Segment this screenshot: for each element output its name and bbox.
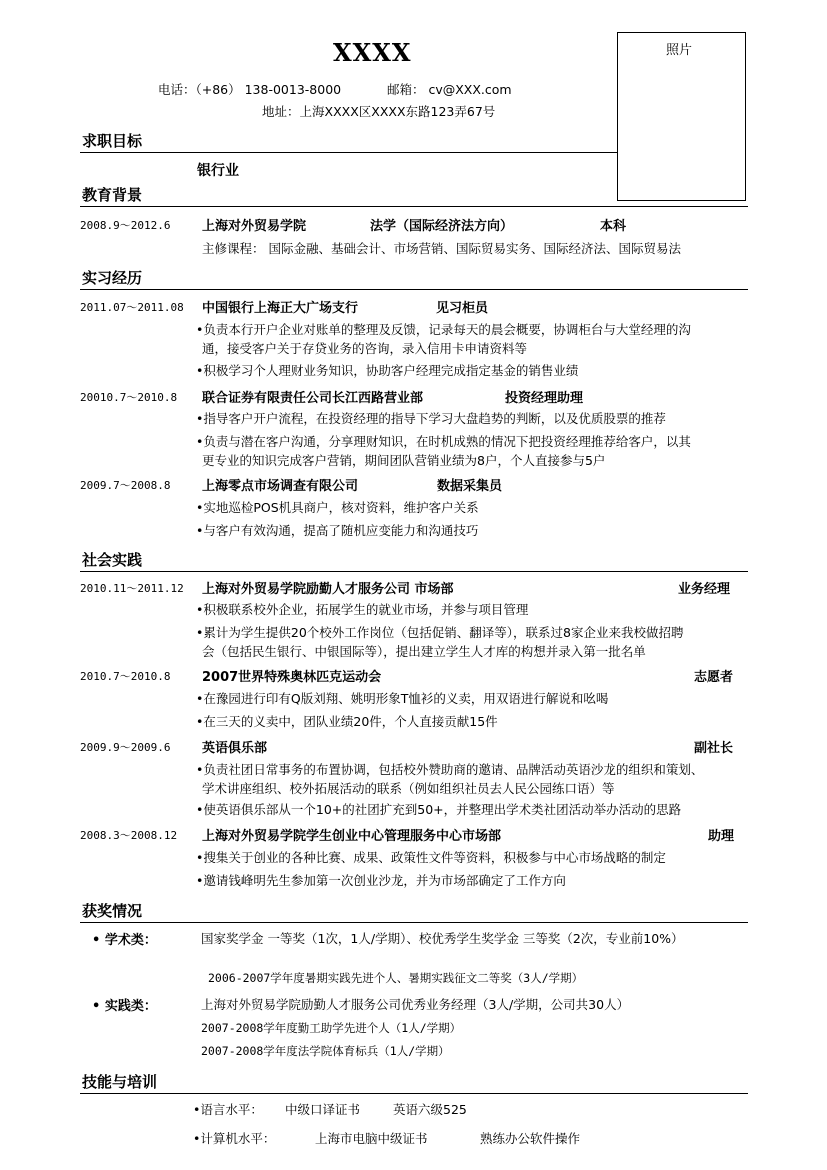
practice-3-bullet-1b: 学术讲座组织、校外拓展活动的联系（例如组织社员去人民公园练口语）等 bbox=[202, 781, 615, 796]
internship-2-role: 投资经理助理 bbox=[505, 391, 584, 406]
photo-label: 照片 bbox=[666, 43, 693, 58]
education-courses: 主修课程： 国际金融、基础会计、市场营销、国际贸易实务、国际经济法、国际贸易法 bbox=[202, 241, 681, 256]
internship-3-bullet-2: •与客户有效沟通，提高了随机应变能力和沟通技巧 bbox=[196, 523, 479, 538]
internship-1-date: 2011.07～2011.08 bbox=[80, 301, 184, 314]
practice-2-bullet-1: •在豫园进行印有Q版刘翔、姚明形象T恤衫的义卖，用双语进行解说和吆喝 bbox=[196, 691, 609, 706]
internship-heading: 实习经历 bbox=[82, 269, 143, 287]
practice-1-bullet-2a: •累计为学生提供20个校外工作岗位（包括促销、翻译等），联系过8家企业来我校做招聘 bbox=[196, 625, 684, 640]
education-school: 上海对外贸易学院 bbox=[202, 219, 307, 234]
education-date: 2008.9～2012.6 bbox=[80, 219, 171, 232]
internship-2-bullet-2a: •负责与潜在客户沟通，分享理财知识，在时机成熟的情况下把投资经理推荐给客户，以其 bbox=[196, 434, 691, 449]
awards-practice-line-2: 2007-2008学年度勤工助学先进个人（1人/学期） bbox=[201, 1021, 462, 1035]
practice-heading: 社会实践 bbox=[82, 551, 143, 569]
candidate-name: XXXX bbox=[333, 38, 412, 67]
skills-language-label: •语言水平： bbox=[193, 1102, 263, 1117]
skills-computer-label: •计算机水平： bbox=[193, 1131, 276, 1146]
photo-box bbox=[617, 32, 746, 201]
section-divider bbox=[80, 1093, 748, 1094]
practice-3-bullet-1a: •负责社团日常事务的布置协调，包括校外赞助商的邀请、品牌活动英语沙龙的组织和策划、 bbox=[196, 762, 704, 777]
section-divider bbox=[80, 289, 748, 290]
education-heading: 教育背景 bbox=[82, 186, 143, 204]
practice-2-org: 2007世界特殊奥林匹克运动会 bbox=[202, 670, 382, 685]
awards-practice-line-1: 上海对外贸易学院励勤人才服务公司优秀业务经理（3人/学期，公司共30人） bbox=[201, 997, 630, 1012]
practice-3-role: 副社长 bbox=[694, 741, 734, 756]
skills-language-cert-1: 中级口译证书 bbox=[285, 1102, 361, 1117]
awards-heading: 获奖情况 bbox=[82, 902, 143, 920]
address-text: 地址：上海XXXX区XXXX东路123弄67号 bbox=[262, 104, 496, 119]
practice-1-date: 2010.11～2011.12 bbox=[80, 582, 184, 595]
awards-academic-line: 国家奖学金 一等奖（1次，1人/学期）、校优秀学生奖学金 三等奖（2次，专业前10%） bbox=[201, 931, 684, 946]
internship-2-org: 联合证券有限责任公司长江西路营业部 bbox=[202, 391, 424, 406]
practice-3-org: 英语俱乐部 bbox=[202, 741, 268, 756]
skills-language-cert-2: 英语六级525 bbox=[393, 1102, 467, 1117]
education-major: 法学（国际经济法方向） bbox=[370, 219, 514, 234]
practice-3-date: 2009.9～2009.6 bbox=[80, 741, 171, 754]
internship-1-role: 见习柜员 bbox=[436, 301, 489, 316]
internship-1-bullet-1a: •负责本行开户企业对账单的整理及反馈，记录每天的晨会概要，协调柜台与大堂经理的沟 bbox=[196, 322, 691, 337]
practice-4-bullet-1: •搜集关于创业的各种比赛、成果、政策性文件等资料，积极参与中心市场战略的制定 bbox=[196, 850, 666, 865]
internship-1-org: 中国银行上海正大广场支行 bbox=[202, 301, 359, 316]
objective-value: 银行业 bbox=[197, 163, 239, 179]
practice-4-org: 上海对外贸易学院学生创业中心管理服务中心市场部 bbox=[202, 829, 502, 844]
email-text: 邮箱： cv@XXX.com bbox=[387, 82, 512, 97]
phone-text: 电话：（+86） 138-0013-8000 bbox=[158, 82, 342, 97]
internship-3-org: 上海零点市场调查有限公司 bbox=[202, 479, 359, 494]
internship-2-date: 20010.7～2010.8 bbox=[80, 391, 178, 404]
awards-academic-label: • 学术类： bbox=[92, 933, 157, 948]
internship-3-role: 数据采集员 bbox=[437, 479, 503, 494]
section-divider bbox=[80, 152, 617, 153]
internship-3-bullet-1: •实地巡检POS机具商户，核对资料，维护客户关系 bbox=[196, 500, 479, 515]
internship-2-bullet-1: •指导客户开户流程，在投资经理的指导下学习大盘趋势的判断，以及优质股票的推荐 bbox=[196, 411, 666, 426]
practice-4-role: 助理 bbox=[708, 829, 735, 844]
awards-practice-label: • 实践类： bbox=[92, 999, 157, 1014]
internship-2-bullet-2b: 更专业的知识完成客户营销，期间团队营销业绩为8户，个人直接参与5户 bbox=[202, 453, 606, 468]
practice-2-role: 志愿者 bbox=[694, 670, 734, 685]
objective-heading: 求职目标 bbox=[82, 132, 143, 150]
section-divider bbox=[80, 206, 748, 207]
practice-1-role: 业务经理 bbox=[678, 582, 731, 597]
skills-computer-cert-1: 上海市电脑中级证书 bbox=[315, 1131, 428, 1146]
practice-1-org: 上海对外贸易学院励勤人才服务公司 市场部 bbox=[202, 582, 454, 597]
internship-3-date: 2009.7～2008.8 bbox=[80, 479, 171, 492]
practice-3-bullet-2: •使英语俱乐部从一个10+的社团扩充到50+，并整理出学术类社团活动举办活动的思路 bbox=[196, 802, 682, 817]
skills-heading: 技能与培训 bbox=[82, 1073, 158, 1091]
practice-1-bullet-1: •积极联系校外企业，拓展学生的就业市场，并参与项目管理 bbox=[196, 602, 529, 617]
awards-practice-line-3: 2007-2008学年度法学院体育标兵（1人/学期） bbox=[201, 1044, 450, 1058]
section-divider bbox=[80, 571, 748, 572]
practice-2-date: 2010.7～2010.8 bbox=[80, 670, 171, 683]
section-divider bbox=[80, 922, 748, 923]
practice-4-date: 2008.3～2008.12 bbox=[80, 829, 178, 842]
practice-1-bullet-2b: 会（包括民生银行、中银国际等），提出建立学生人才库的构想并录入第一批名单 bbox=[202, 644, 646, 659]
internship-1-bullet-1b: 通，接受客户关于存贷业务的咨询，录入信用卡申请资料等 bbox=[202, 341, 528, 356]
practice-4-bullet-2: •邀请钱峰明先生参加第一次创业沙龙，并为市场部确定了工作方向 bbox=[196, 873, 566, 888]
skills-computer-cert-2: 熟练办公软件操作 bbox=[480, 1131, 581, 1146]
awards-summer-line: 2006-2007学年度暑期实践先进个人、暑期实践征文二等奖（3人/学期） bbox=[208, 971, 584, 985]
education-degree: 本科 bbox=[600, 219, 627, 234]
internship-1-bullet-2: •积极学习个人理财业务知识，协助客户经理完成指定基金的销售业绩 bbox=[196, 363, 579, 378]
practice-2-bullet-2: •在三天的义卖中，团队业绩20件，个人直接贡献15件 bbox=[196, 714, 498, 729]
